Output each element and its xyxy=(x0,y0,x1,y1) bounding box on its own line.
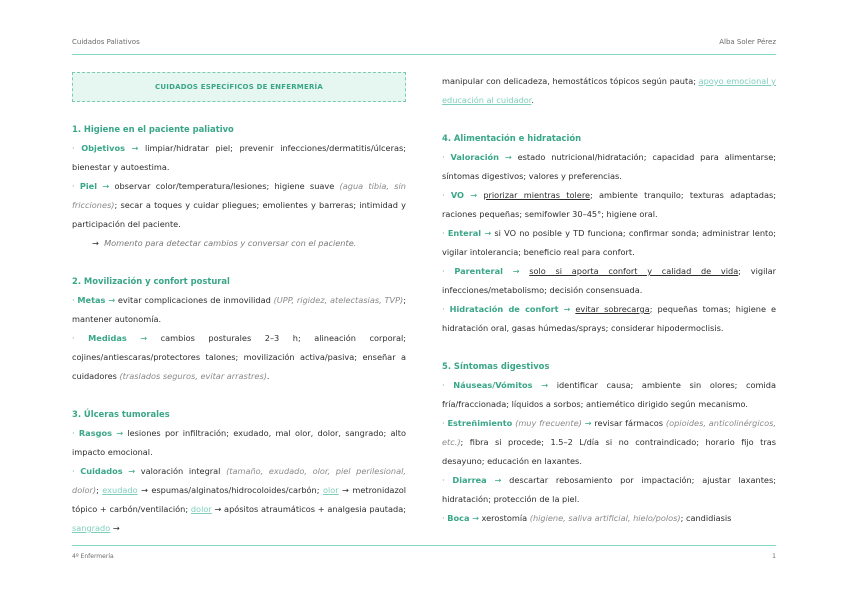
text-estrenimiento-italic-1: (muy frecuente) xyxy=(515,418,582,428)
bullet-icon: · xyxy=(72,428,75,438)
text-nauseas: identificar causa; ambiente sin olores; comida fría/fraccionada; líquidos a sorbos; antiemético dirigido según mecanismo. xyxy=(442,380,777,409)
arrow-icon: → xyxy=(102,181,110,191)
arrow-icon: → xyxy=(116,428,124,438)
bullet-icon: · xyxy=(72,295,75,305)
arrow-icon: → xyxy=(92,238,99,248)
running-header-right: Alba Soler Pérez xyxy=(719,38,776,46)
label-medidas: Medidas xyxy=(88,333,127,343)
section-heading-higiene: 1. Higiene en el paciente paliativo xyxy=(72,124,234,134)
text-parenteral: ; vigilar infecciones/metabolismo; decisión consensuada. xyxy=(442,266,777,295)
arrow-icon: → xyxy=(563,304,571,314)
text-dolor: apósitos atraumáticos + analgesia pautada; xyxy=(221,504,406,514)
text-olor: metronidazol tópico + carbón/ventilación; xyxy=(72,485,407,514)
label-metas: Metas xyxy=(77,295,106,305)
label-piel: Piel xyxy=(79,181,98,191)
arrow-icon: → xyxy=(494,475,502,485)
text-hidratacion: ; pequeñas tomas; higiene e hidratación oral, gasas húmedas/sprays; considerar hipodermoclisis. xyxy=(442,304,776,333)
text-piel-italic: (agua tibia, sin fricciones) xyxy=(72,181,406,210)
text-vo: ; ambiente tranquilo; texturas adaptadas; raciones pequeñas; semifowler 30–45°; higiene oral. xyxy=(442,190,777,219)
paragraph-nauseas xyxy=(442,376,776,414)
bullet-icon: · xyxy=(72,466,75,476)
text-boca-italic: (higiene, saliva artificial, hielo/polos) xyxy=(529,513,681,523)
bullet-icon: · xyxy=(442,475,445,485)
running-header-left: Cuidados Paliativos xyxy=(72,38,140,46)
text-metas-a: evitar complicaciones de inmovilidad xyxy=(115,295,274,305)
arrow-icon: → xyxy=(214,504,222,514)
header-divider xyxy=(72,54,776,55)
text-medidas-a: cambios posturales 2–3 h; alineación corporal; cojines/antiescaras/protectores talones; movilización activa/pasiva; enseñar a cuidadores xyxy=(72,333,407,381)
label-boca: Boca xyxy=(447,513,470,523)
paragraph-parenteral xyxy=(442,262,776,300)
link-sangrado[interactable]: sangrado xyxy=(72,523,111,533)
page-number: 1 xyxy=(772,553,776,560)
label-estrenimiento: Estreñimiento xyxy=(447,418,513,428)
text-metas-b: ; mantener autonomía. xyxy=(72,295,406,324)
link-olor[interactable]: olor xyxy=(322,485,339,495)
note-line xyxy=(72,234,406,253)
arrow-icon: → xyxy=(541,380,549,390)
bullet-icon: · xyxy=(72,181,75,191)
section-heading-alimentacion: 4. Alimentación e hidratación xyxy=(442,133,582,143)
label-vo: VO xyxy=(450,190,464,200)
paragraph-hidratacion xyxy=(442,300,776,338)
text-medidas-b: . xyxy=(266,371,270,381)
text-medidas-italic: (traslados seguros, evitar arrastres) xyxy=(119,371,267,381)
arrow-icon: → xyxy=(131,143,139,153)
paragraph-diarrea xyxy=(442,471,776,509)
arrow-icon: → xyxy=(342,485,349,495)
bullet-icon: · xyxy=(442,152,445,162)
label-valoracion: Valoración xyxy=(450,152,500,162)
note-text: Momento para detectar cambios y conversar con el paciente. xyxy=(104,238,357,248)
text-estrenimiento-italic-2: (opioides, anticolinérgicos, etc.) xyxy=(442,418,776,447)
paragraph-valoracion xyxy=(442,148,776,186)
text-continuation: manipular con delicadeza, hemostáticos tópicos según pauta; xyxy=(442,76,699,86)
arrow-icon: → xyxy=(512,266,520,276)
paragraph-ulceras-continuation xyxy=(442,72,776,110)
paragraph-vo xyxy=(442,186,776,224)
text-objetivos: limpiar/hidratar piel; prevenir infecciones/dermatitis/úlceras; bienestar y autoestima. xyxy=(72,143,406,172)
paragraph-rasgos xyxy=(72,424,406,462)
arrow-icon: → xyxy=(504,152,512,162)
arrow-icon: → xyxy=(112,523,120,533)
label-rasgos: Rasgos xyxy=(78,428,112,438)
paragraph-medidas xyxy=(72,329,406,386)
paragraph-enteral xyxy=(442,224,776,262)
paragraph-boca xyxy=(442,509,776,528)
bullet-icon: · xyxy=(442,513,445,523)
text-piel-a: observar color/temperatura/lesiones; higiene suave xyxy=(109,181,340,191)
text-metas-italic: (UPP, rigidez, atelectasias, TVP) xyxy=(273,295,404,305)
text-vo-underlined: priorizar mientras tolere xyxy=(483,190,591,200)
text-exudado: espumas/alginatos/hidrocoloides/carbón; xyxy=(147,485,323,495)
paragraph-objetivos xyxy=(72,139,406,177)
text-estrenimiento-a: revisar fármacos xyxy=(591,418,666,428)
arrow-icon: → xyxy=(584,418,592,428)
arrow-icon: → xyxy=(472,513,479,523)
text-continuation-end: . xyxy=(531,95,535,105)
bullet-icon: · xyxy=(72,143,75,153)
text-enteral: si VO no posible y TD funciona; confirmar sonda; administrar lento; vigilar intolerancia; beneficio real para confort. xyxy=(442,228,777,257)
paragraph-piel xyxy=(72,177,406,234)
text-piel-b: ; secar a toques y cuidar pliegues; emolientes y barreras; intimidad y participación del paciente. xyxy=(72,200,406,229)
arrow-icon: → xyxy=(108,295,116,305)
arrow-icon: → xyxy=(470,190,478,200)
label-diarrea: Diarrea xyxy=(452,475,487,485)
text-boca-b: ; candidiasis xyxy=(680,513,732,523)
label-nauseas: Náuseas/Vómitos xyxy=(453,380,533,390)
arrow-icon: → xyxy=(140,333,148,343)
arrow-icon: → xyxy=(128,466,136,476)
label-hidratacion: Hidratación de confort xyxy=(449,304,559,314)
bullet-icon: · xyxy=(72,333,75,343)
bullet-icon: · xyxy=(442,304,445,314)
label-enteral: Enteral xyxy=(447,228,482,238)
link-exudado[interactable]: exudado xyxy=(102,485,138,495)
arrow-icon: → xyxy=(484,228,492,238)
bullet-icon: · xyxy=(442,380,445,390)
page-title: CUIDADOS ESPECÍFICOS DE ENFERMERÍA xyxy=(155,82,323,91)
section-heading-movilizacion: 2. Movilización y confort postural xyxy=(72,276,230,286)
footer-divider xyxy=(72,545,776,546)
label-objetivos: Objetivos xyxy=(81,143,125,153)
label-parenteral: Parenteral xyxy=(454,266,503,276)
section-heading-sintomas: 5. Síntomas digestivos xyxy=(442,361,550,371)
arrow-icon: → xyxy=(141,485,148,495)
text-boca-a: xerostomía xyxy=(478,513,530,523)
label-cuidados: Cuidados xyxy=(80,466,123,476)
text-parenteral-underlined: solo si aporta confort y calidad de vida xyxy=(529,266,739,276)
text-valoracion: estado nutricional/hidratación; capacidad para alimentarse; síntomas digestivos; valores y preferencias. xyxy=(442,152,777,181)
paragraph-estrenimiento xyxy=(442,414,776,471)
bullet-icon: · xyxy=(442,190,445,200)
link-apoyo-emocional[interactable]: apoyo emocional y educación al cuidador xyxy=(442,76,776,105)
section-heading-ulceras: 3. Úlceras tumorales xyxy=(72,409,170,419)
paragraph-cuidados xyxy=(72,462,406,538)
link-dolor[interactable]: dolor xyxy=(190,504,212,514)
text-cuidados-a: valoración integral xyxy=(135,466,227,476)
paragraph-metas xyxy=(72,291,406,329)
bullet-icon: · xyxy=(442,266,445,276)
text-estrenimiento-b: ; fibra si procede; 1.5–2 L/día si no contraindicado; horario fijo tras desayuno; educación en laxantes. xyxy=(442,437,776,466)
bullet-icon: · xyxy=(442,418,445,428)
left-column xyxy=(72,72,406,538)
bullet-icon: · xyxy=(442,228,445,238)
text-diarrea: descartar rebosamiento por impactación; ajustar laxantes; hidratación; protección de la piel. xyxy=(442,475,776,504)
page-title-box xyxy=(72,72,406,102)
running-footer-left: 4º Enfermería xyxy=(72,553,114,560)
text-rasgos: lesiones por infiltración; exudado, mal olor, dolor, sangrado; alto impacto emocional. xyxy=(72,428,406,457)
text-cuidados-italic: (tamaño, exudado, olor, piel perilesional, dolor) xyxy=(72,466,406,495)
text-cuidados-b: ; xyxy=(96,485,99,495)
right-column xyxy=(442,72,776,528)
text-hidratacion-underlined: evitar sobrecarga xyxy=(575,304,650,314)
